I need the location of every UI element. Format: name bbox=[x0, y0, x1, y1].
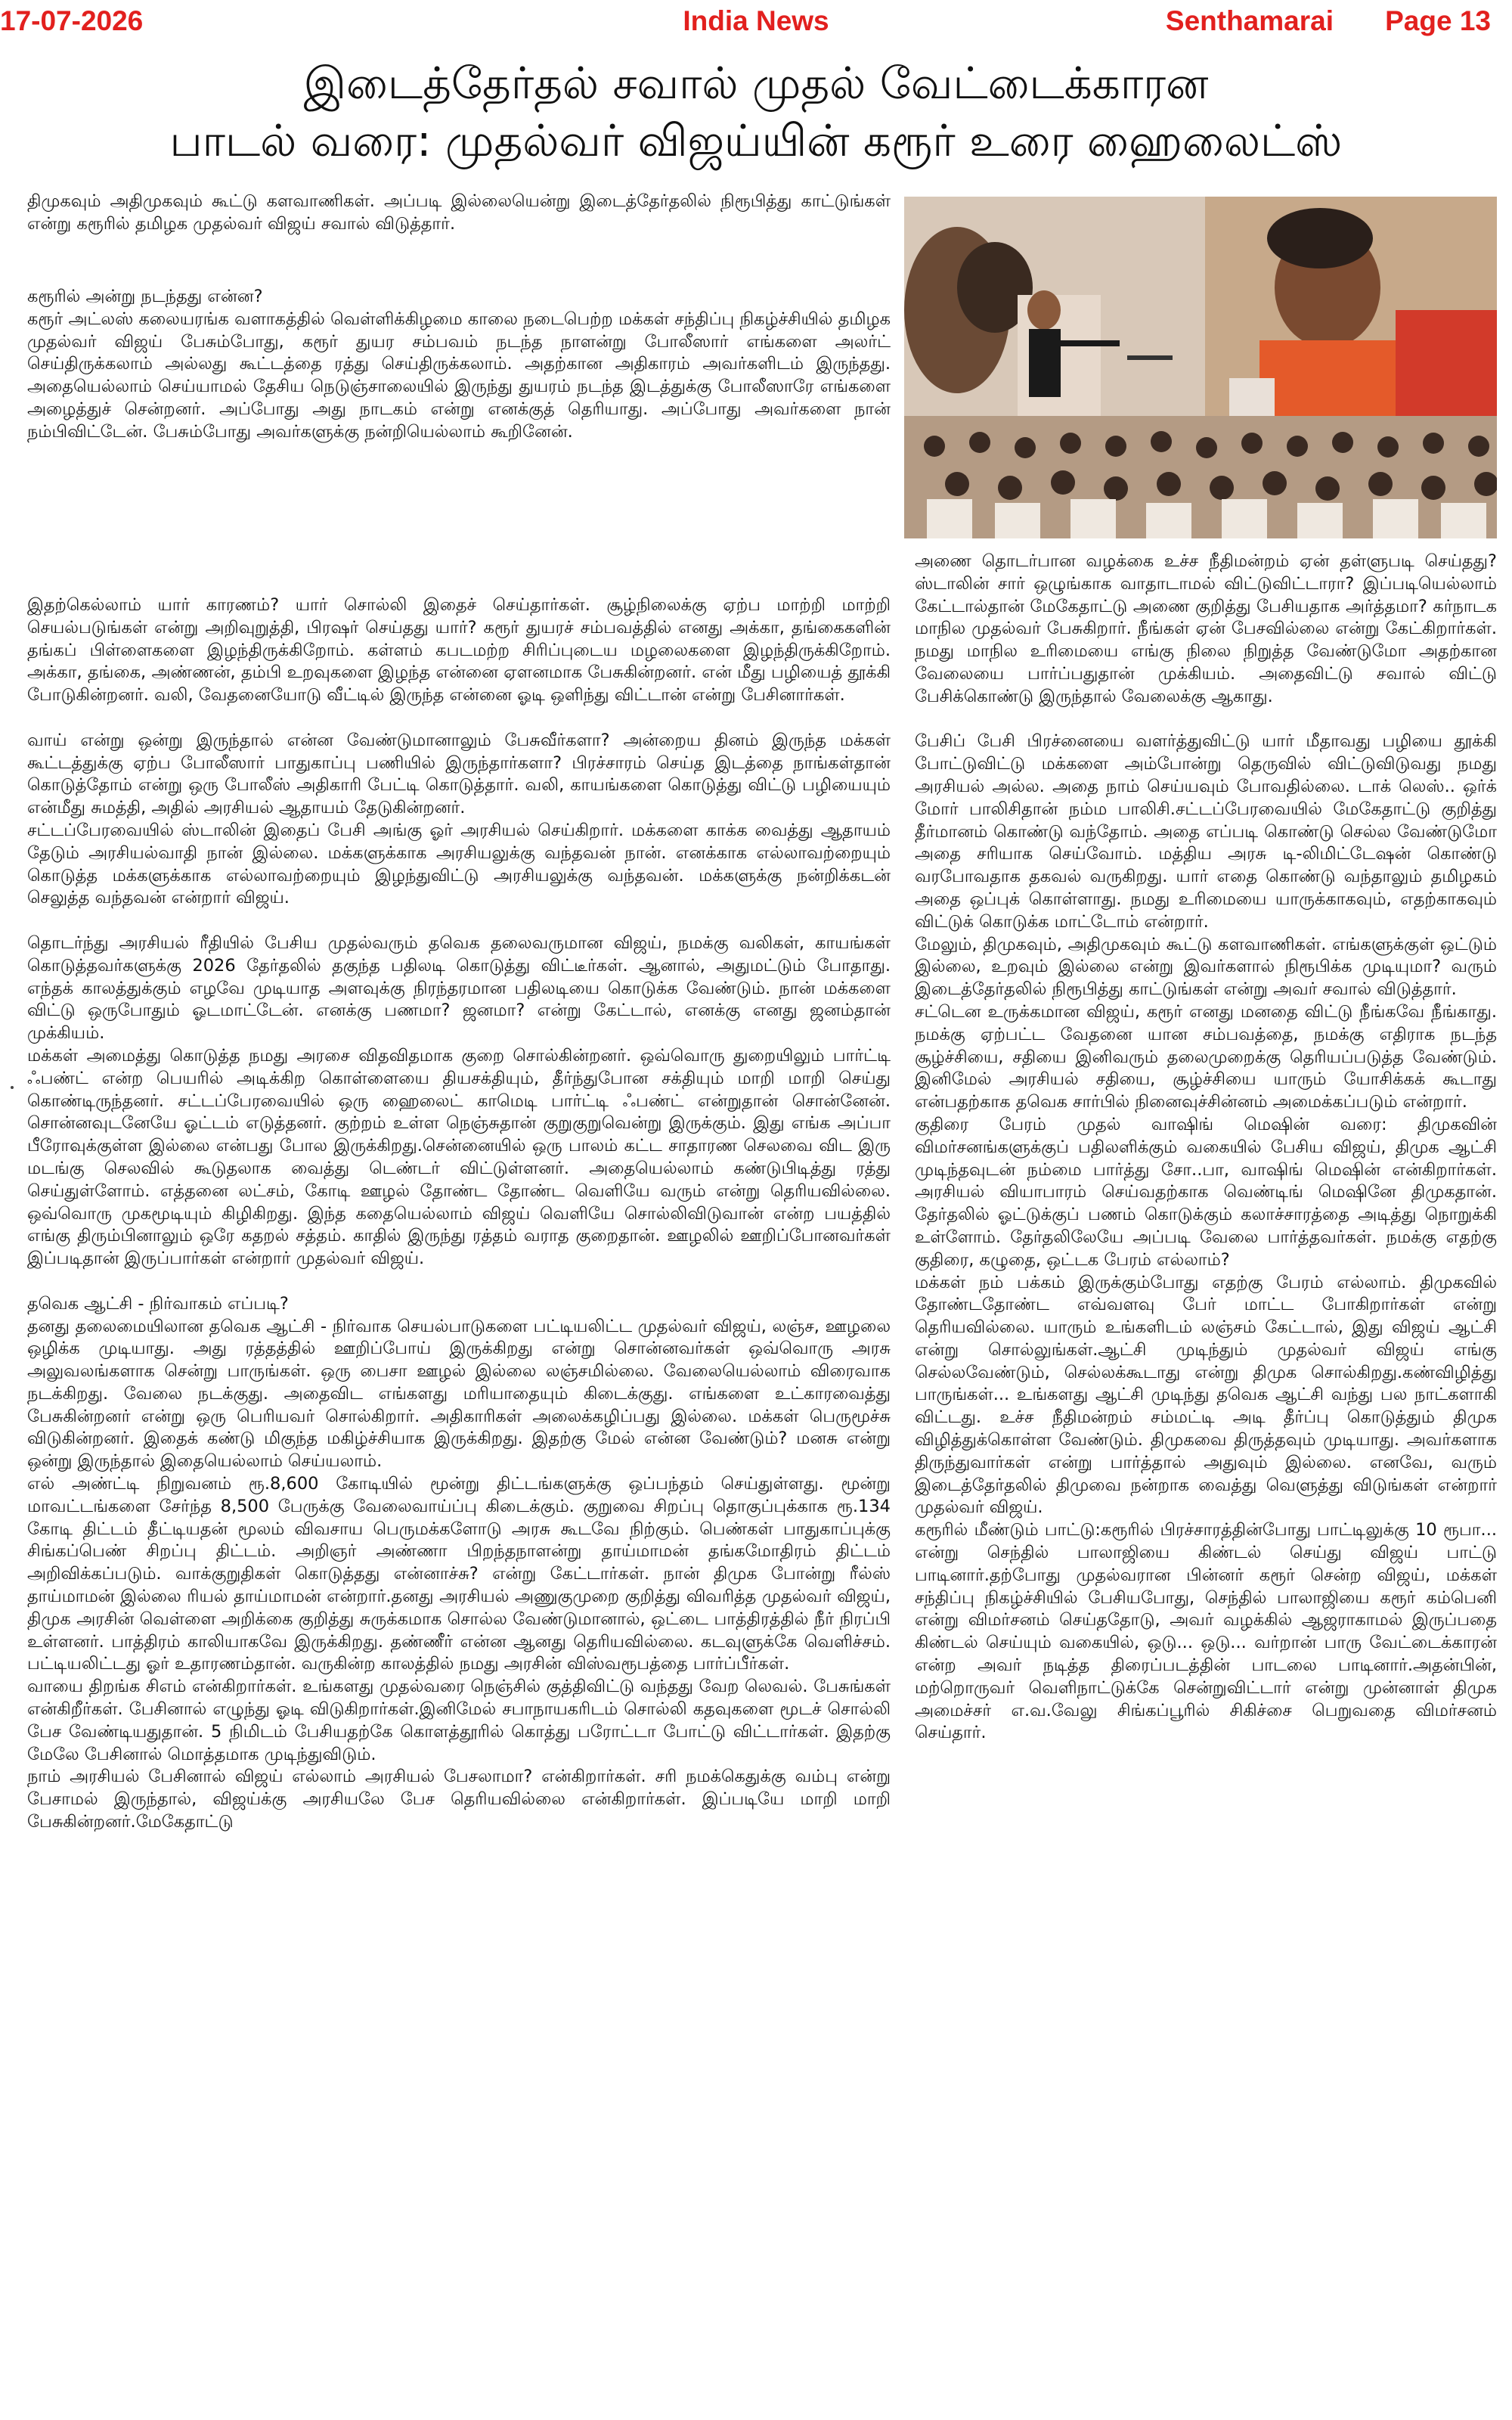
paragraph-continue: தொடர்ந்து அரசியல் ரீதியில் பேசிய முதல்வரும் தவெக தலைவருமான விஜய், நமக்கு வலிகள், காயங்கள் கொடுத்தவர்களுக்கு 2026 தேர்தலில் தகுந்த பதிலடி கொடுத்து விட்டீர்கள். ஆனால், அதுமட்டும் போதாது. எந்தக் காலத்துக்கும் எழவே முடியாத அளவுக்கு நிரந்தரமான பதிலடியை கொடுக்க வேண்டும். நான் மக்களை விட்டு ஒருபோதும் ஓடமாட்டேன். எனக்கு பணமா? ஜனமா? என்று கேட்டால், எனக்கு எனது ஜனம்தான் முக்கியம். மக்கள் அமைத்து கொடுத்த நமது அரசை விதவிதமாக குறை சொல்கின்றனர். ஒவ்வொரு துறையிலும் பார்ட்டி ஃபண்ட் என்ற பெயரில் அடிக்கிற கொள்ளையை தியசக்தியும், தீர்ந்துபோன சக்தியும் மாறி மாறி செய்து கொண்டிருந்தனர். சட்டப்பேரவையில் ஒரு ஹைலைட் காமெடி பார்ட்டி ஃபண்ட் என்றுதான் சொன்னேன். சொன்னவுடனேயே ஓட்டம் எடுத்தனர். குற்றம் உள்ள நெஞ்சுதான் குறுகுறுவென்று இருக்கும். இது எங்க அப்பா பீரோவுக்குள்ள இல்லை என்பது போல இருக்கிறது.சென்னையில் ஒரு பாலம் கட்ட சாதாரண செலவை விட இரு மடங்கு செலவில் கூடுதலாக வைத்து டெண்டர் விட்டுள்ளனர். அதையெல்லாம் கண்டுபிடித்து ரத்து செய்துள்ளோம். எத்தனை லட்சம், கோடி ஊழல் தோண்ட தோண்ட வெளியே வரும் என்று தெரியவில்லை. ஒவ்வொரு முகமூடியும் கிழிகிறது. இந்த கதையெல்லாம் விஜய் வெளியே சொல்லிவிடுவான் என்ற பயத்தில் எங்கு திரும்பினாலும் ஒரே கதறல் சத்தம். காதில் இருந்து ரத்தம் வராத குறைதான். ஊழலில் ஊறிப்போனவர்கள் இப்படிதான் இருப்பார்கள் என்றார் முதல்வர் விஜய். bbox=[27, 932, 891, 1269]
article-column-top-2 bbox=[27, 286, 891, 466]
headline-line-1: இடைத்தேர்தல் சவால் முதல் வேட்டைக்காரன bbox=[303, 57, 1209, 109]
article-photo bbox=[904, 197, 1497, 538]
paragraph-who-is-responsible: இதற்கெல்லாம் யார் காரணம்? யார் சொல்லி இதைச் செய்தார்கள். சூழ்நிலைக்கு ஏற்ப மாற்றி மாற்றி செயல்படுங்கள் என்று அறிவுறுத்தி, பிரஷர் செய்தது யார்? கரூர் துயரச் சம்பவத்தில் எனது அக்கா, தங்கைகளின் தங்கப் பிள்ளைகளை இழந்திருக்கிறோம். கள்ளம் கபடமற்ற சிரிப்புடைய மழலைகளை இழந்திருக்கிறோம். அக்கா, தங்கை, அண்ணன், தம்பி உறவுகளை இழந்த என்னை ஏளனமாக பேசுகின்றனர். என் மீது பழியைத் தூக்கி போடுகின்றனர். வலி, வேதனையோடு வீட்டில் இருந்த என்னை ஓடி ஒளிந்து விட்டான் என்று பேசினார்கள். bbox=[27, 595, 891, 706]
publication-name: India News bbox=[683, 5, 829, 36]
article-column-right bbox=[915, 551, 1497, 1745]
article-column-top bbox=[27, 191, 891, 258]
page-number: Page 13 bbox=[1385, 5, 1491, 36]
paragraph-administration: தவெக ஆட்சி - நிர்வாகம் எப்படி? தனது தலைமையிலான தவெக ஆட்சி - நிர்வாக செயல்பாடுகளை பட்டியலிட்ட முதல்வர் விஜய், லஞ்ச, ஊழலை ஒழிக்க முடியாது. அது ரத்தத்தில் ஊறிப்போய் இருக்கிறது என்று சொன்னவர்கள் ஒவ்வொரு அரசு அலுவலங்களாக சென்று பாருங்கள். ஒரு பைசா ஊழல் இல்லை லஞ்சமில்லை. வேலையெல்லாம் விரைவாக நடக்கிறது. வேலை நடக்குது. அதைவிட எங்களது மரியாதையும் கிடைக்குது. எங்களை உட்காரவைத்து பேசுகின்றனர் என்று ஒரு பெரியவர் சொல்கிறார். அதிகாரிகள் அலைக்கழிப்பது இல்லை. மக்கள் பெருமூச்சு விடுகின்றனர். இதைக் கண்டு மிகுந்த மகிழ்ச்சியாக இருக்கிறது. இதற்கு மேல் என்ன வேண்டும்? மனசு என்று ஒன்று இருந்தால் இதையெல்லாம் செய்யலாம். எல் அண்ட்டி நிறுவனம் ரூ.8,600 கோடியில் மூன்று திட்டங்களுக்கு ஒப்பந்தம் செய்துள்ளது. மூன்று மாவட்டங்களை சேர்ந்த 8,500 பேருக்கு வேலைவாய்ப்பு கிடைக்கும். குறுவை சிறப்பு தொகுப்புக்காக ரூ.134 கோடி திட்டம் தீட்டியதன் மூலம் விவசாய பெருமக்களோடு அரசு கூடவே நிற்கும். பெண்கள் பாதுகாப்புக்கு சிங்கப்பெண் சிறப்பு திட்டம். அறிஞர் அண்ணா பிறந்தநாளன்று தாய்மாமன் தங்கமோதிரம் திட்டம் அறிவிக்கப்படும். வாக்குறுதிகள் கொடுத்தது என்னாச்சு? என்று கேட்டார்கள். நான் திமுக போன்று ரீல்ஸ் தாய்மாமன் இல்லை ரியல் தாய்மாமன் என்றார்.தனது அரசியல் அணுகுமுறை குறித்து விவரித்த முதல்வர் விஜய், திமுக அரசின் வெள்ளை அறிக்கை குறித்து சுருக்கமாக சொல்ல வேண்டுமானால், ஒட்டை பாத்திரத்தில் நீர் நிரப்பி உள்ளனர். பாத்திரம் காலியாகவே இருக்கிறது. தண்ணீர் என்ன ஆனது தெரியவில்லை. கடவுளுக்கே வெளிச்சம். பட்டியலிட்டது ஓர் உதாரணம்தான். வருகின்ற காலத்தில் நமது அரசின் விஸ்வரூபத்தை பார்ப்பீர்கள். வாயை திறங்க சிஎம் என்கிறார்கள். உங்களது முதல்வரை நெஞ்சில் குத்திவிட்டு வந்தது வேற லெவல். பேசுங்கள் என்கிறீர்கள். பேசினால் எழுந்து ஓடி விடுகிறார்கள்.இனிமேல் சபாநாயகரிடம் சொல்லி கதவுகளை மூடச் சொல்லி பேச வேண்டியதுதான். 5 நிமிடம் பேசியதற்கே கொளத்தூரில் கொத்து பரோட்டா போட்டு விட்டார்கள். இதற்கு மேலே பேசினால் மொத்தமாக முடிந்துவிடும். நாம் அரசியல் பேசினால் விஜய் எல்லாம் அரசியல் பேசலாமா? என்கிறார்கள். சரி நமக்கெதுக்கு வம்பு என்று பேசாமல் இருந்தால், விஜய்க்கு அரசியலே பேச தெரியவில்லை என்கிறார்கள். இப்படியே மாறி மாறி பேசுகின்றனர்.மேகேதாட்டு bbox=[27, 1293, 891, 1832]
article-headline bbox=[0, 54, 1512, 169]
issue-date: 17-07-2026 bbox=[0, 5, 144, 36]
paragraph-karur-question: கரூரில் அன்று நடந்தது என்ன? கரூர் அட்லஸ் கலையரங்க வளாகத்தில் வெள்ளிக்கிழமை காலை நடைபெற்ற மக்கள் சந்திப்பு நிகழ்ச்சியில் தமிழக முதல்வர் விஜய் பேசும்போது, கரூர் துயர சம்பவம் நடந்த நாளன்று போலீஸார் எங்களை அலர்ட் செய்திருக்கலாம் அல்லது கூட்டத்தை ரத்து செய்திருக்கலாம். அதற்கான அதிகாரம் அவர்களிடம் இருந்தது. அதையெல்லாம் செய்யாமல் தேசிய நெடுஞ்சாலையில் இருந்து துயரம் நடந்த இடத்துக்கு போலீஸாரே எங்களை அழைத்துச் சென்றனர். அப்போது அது நாடகம் என்று எனக்குத் தெரியாது. அப்போது அவர்களை நான் நம்பிவிட்டேன். பேசும்போது அவர்களுக்கு நன்றியெல்லாம் கூறினேன். bbox=[27, 287, 891, 442]
newspaper-name: Senthamarai bbox=[1165, 5, 1334, 36]
photo-illustration bbox=[904, 197, 1497, 538]
paragraph-mouth: வாய் என்று ஒன்று இருந்தால் என்ன வேண்டுமானாலும் பேசுவீர்களா? அன்றைய தினம் இருந்த மக்கள் கூட்டத்துக்கு ஏற்ப போலீஸார் பாதுகாப்பு பணியில் இருந்தார்களா? பிரச்சாரம் செய்த இடத்தை நாங்கள்தான் கொடுத்தோம் என்று ஒரு போலீஸ் அதிகாரி பேட்டி கொடுத்தார். வலி, காயங்களை கொடுத்து விட்டு பழியையும் என்மீது சுமத்தி, அதில் அரசியல் ஆதாயம் தேடுகின்றனர். சட்டப்பேரவையில் ஸ்டாலின் இதைப் பேசி அங்கு ஓர் அரசியல் செய்கிறார். மக்களை காக்க வைத்து ஆதாயம் தேடும் அரசியல்வாதி நான் இல்லை. மக்களுக்காக அரசியலுக்கு வந்தவன் நான். எனக்காக எல்லாவற்றையும் கொடுத்த மக்களுக்காக எல்லாவற்றையும் இழந்துவிட்டு அரசியலுக்கு வந்தவன். மக்களுக்கு நன்றிக்கடன் செலுத்த வந்தவன் என்றார் விஜய். bbox=[27, 730, 891, 908]
paragraph-dam: அணை தொடர்பான வழக்கை உச்ச நீதிமன்றம் ஏன் தள்ளுபடி செய்தது? ஸ்டாலின் சார் ஒழுங்காக வாதாடாமல் விட்டுவிட்டாரா? இப்படியெல்லாம் கேட்டால்தான் மேகேதாட்டு அணை குறித்து பேசியதாக அர்த்தமா? கர்நாடக மாநில முதல்வர் பேசுகிறார். நீங்கள் ஏன் பேசவில்லை என்று கேட்கிறார்கள். நமது மாநில உரிமையை எங்கு நிலை நிறுத்த வேண்டுமோ அதற்கான வேலையை பார்ப்பதுதான் முக்கியம். அதைவிட்டு சவால் விட்டு பேசிக்கொண்டு இருந்தால் வேலைக்கு ஆகாது. bbox=[915, 551, 1497, 706]
stray-dot bbox=[11, 1086, 14, 1089]
article-column-left bbox=[27, 594, 891, 1834]
masthead bbox=[0, 0, 1512, 42]
headline-line-2: பாடல் வரை: முதல்வர் விஜய்யின் கரூர் உரை ஹைலைட்ஸ் bbox=[169, 115, 1343, 166]
paragraph-issue: பேசிப் பேசி பிரச்னையை வளர்த்துவிட்டு யார் மீதாவது பழியை தூக்கி போட்டுவிட்டு மக்களை அம்போன்று தெருவில் விட்டுவிடுவது நமது அரசியல் அல்ல. அதை நாம் செய்யவும் போவதில்லை. டாக் லெஸ்.. ஒர்க் மோர் பாலிசிதான் நம்ம பாலிசி.சட்டப்பேரவையில் மேகேதாட்டு குறித்து தீர்மானம் கொண்டு வந்தோம். அதை எப்படி கொண்டு செல்ல வேண்டுமோ அதை சரியாக செய்வோம். மத்திய அரசு டி-லிமிட்டேஷன் கொண்டு வரபோவதாக தகவல் வருகிறது. யார் எதை கொண்டு வந்தாலும் தமிழகம் அதை ஒப்புக் கொள்ளாது. நமது உரிமையை யாருக்காகவும், எதற்காகவும் விட்டுக் கொடுக்க மாட்டோம் என்றார். மேலும், திமுகவும், அதிமுகவும் கூட்டு களவாணிகள். எங்களுக்குள் ஒட்டும் இல்லை, உறவும் இல்லை என்று இவர்களால் நிரூபிக்க முடியுமா? வரும் இடைத்தேர்தலில் நிரூபித்து காட்டுங்கள் என்று அவர் சவால் விடுத்தார். சட்டென உருக்கமான விஜய், கரூர் எனது மனதை விட்டு நீங்கவே நீங்காது. நமக்கு ஏற்பட்ட வேதனை யான சம்பவத்தை, நமக்கு எதிராக நடந்த சூழ்ச்சியை, சதியை இனிவரும் தலைமுறைக்கு தெரியப்படுத்த வேண்டும். இனிமேல் அரசியல் சதியை, சூழ்ச்சியை யாரும் யோசிக்கக் கூடாது என்பதற்காக தவெக சார்பில் நினைவுச்சின்னம் அமைக்கப்படும் என்றார். குதிரை பேரம் முதல் வாஷிங் மெஷின் வரை: திமுகவின் விமர்சனங்களுக்குப் பதிலளிக்கும் வகையில் பேசிய விஜய், திமுக ஆட்சி முடிந்தவுடன் நம்மை பார்த்து சோ..பா, வாஷிங் மெஷின் என்கிறார்கள். அரசியல் வியாபாரம் செய்வதற்காக வெண்டிங் மெஷினே திமுகதான். தேர்தலில் ஓட்டுக்குப் பணம் கொடுக்கும் கலாச்சாரத்தை அடித்து நொறுக்கி உள்ளோம். தேர்தலிலேயே அப்படி வேலை பார்த்தவர்கள். நமக்கு எதற்கு குதிரை, கழுதை, ஒட்டக பேரம் எல்லாம்? மக்கள் நம் பக்கம் இருக்கும்போது எதற்கு பேரம் எல்லாம். திமுகவில் தோண்டதோண்ட எவ்வளவு பேர் மாட்ட போகிறார்கள் என்று தெரியவில்லை. யாரும் உங்களிடம் லஞ்சம் கேட்டால், இது விஜய் ஆட்சி என்று சொல்லுங்கள்.ஆட்சி முடிந்தும் முதல்வர் விஜய் எங்கு செல்லவேண்டும், செல்லக்கூடாது என்று திமுக சொல்கிறது.கண்விழித்து பாருங்கள்... உங்களது ஆட்சி முடிந்து தவெக ஆட்சி வந்து பல நாட்களாகி விட்டது. உச்ச நீதிமன்றம் சம்மட்டி அடி தீர்ப்பு கொடுத்தும் திமுக விழித்துக்கொள்ள வேண்டும். திமுகவை திருத்தவும் முடியாது. அவர்களாக திருந்துவார்கள் என்று பார்த்தால் அதுவும் இல்லை. எனவே, வரும் இடைத்தேர்தலில் திமுவை நன்றாக வைத்து வெளுத்து விடுங்கள் என்றார் முதல்வர் விஜய். கரூரில் மீண்டும் பாட்டு:கரூரில் பிரச்சாரத்தின்போது பாட்டிலுக்கு 10 ரூபா... என்று செந்தில் பாலாஜியை கிண்டல் செய்து விஜய் பாட்டு பாடினார்.தற்போது முதல்வரான பின்னர் கரூர் சென்ற விஜய், மக்கள் சந்திப்பு நிகழ்ச்சியில் பேசியபோது, செந்தில் பாலாஜியை கரூர் கம்பெனி என்று விமர்சனம் செய்ததோடு, அவர் வழக்கில் ஆஜராகாமல் இருப்பதை கிண்டல் செய்யும் வகையில், ஒடு... ஒடு... வர்றான் பாரு வேட்டைக்காரன் என்ற அவர் நடித்த திரைப்படத்தின் பாடலை பாடினார்.அதன்பின், மற்றொருவர் வெளிநாட்டுக்கே சென்றுவிட்டார் என்று முன்னாள் திமுக அமைச்சர் எ.வ.வேலு சிங்கப்பூரில் சிகிச்சை பெறுவதை விமர்சனம் செய்தார். bbox=[915, 731, 1498, 1743]
paragraph-intro: திமுகவும் அதிமுகவும் கூட்டு களவாணிகள். அப்படி இல்லையென்று இடைத்தேர்தலில் நிரூபித்து காட்டுங்கள் என்று கரூரில் தமிழக முதல்வர் விஜய் சவால் விடுத்தார். bbox=[27, 191, 891, 234]
